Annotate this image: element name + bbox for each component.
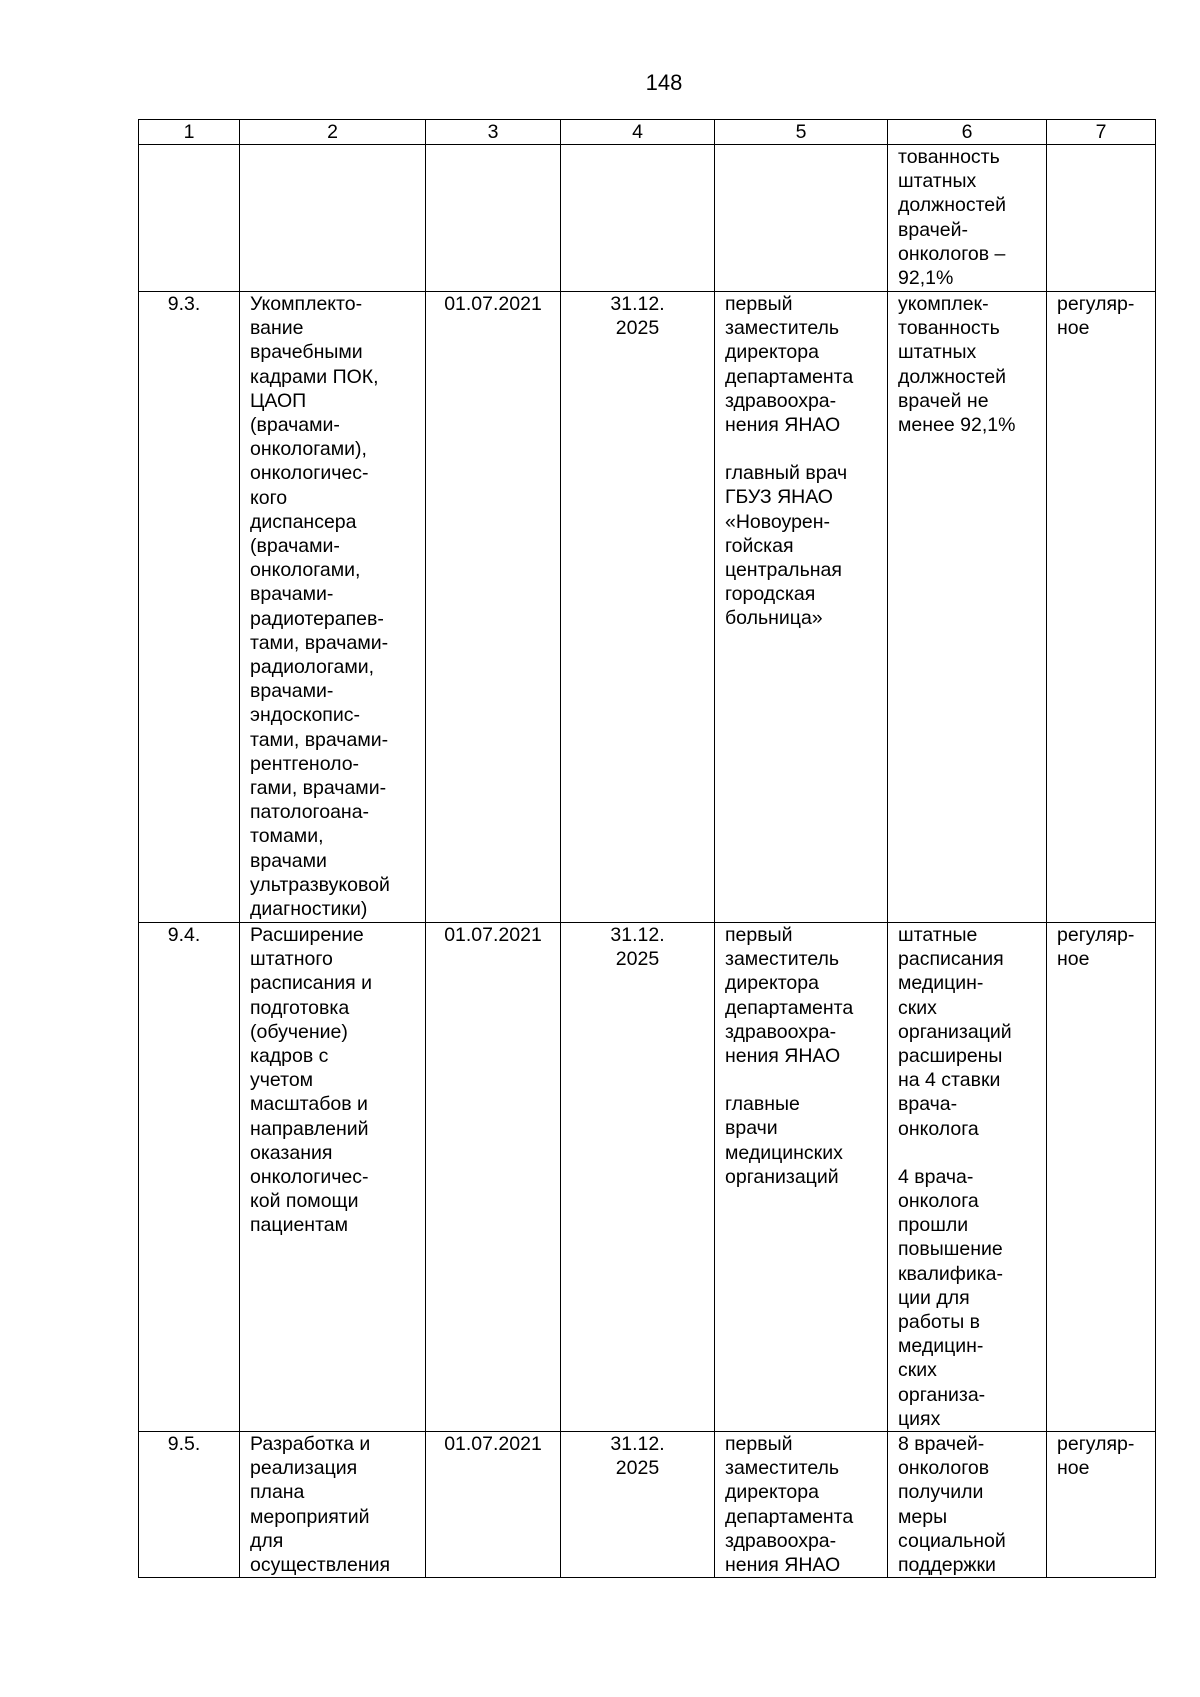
cell-responsible	[715, 1432, 888, 1578]
text-line: ультразвуковой	[250, 873, 390, 896]
text-line: (врачами-	[250, 414, 340, 437]
text-line: гойская	[725, 534, 794, 557]
text-line: «Новоурен-	[725, 510, 831, 533]
text-line: 31.12.	[610, 924, 665, 946]
text-line: должностей	[898, 365, 1007, 388]
text-line: медицин-	[898, 1335, 984, 1358]
cell-responsible	[715, 145, 888, 292]
text-line: 8 врачей-	[898, 1433, 985, 1456]
table-row-continuation	[139, 145, 1156, 292]
text-line: поддержки	[898, 1554, 996, 1577]
text-line: главный врач	[725, 462, 848, 485]
text-line: повышение	[898, 1238, 1003, 1261]
cell-start: 01.07.2021	[426, 923, 561, 1432]
text-line: 92,1%	[898, 267, 954, 290]
text-line: тами, врачами-	[250, 728, 389, 751]
text-line: для	[250, 1529, 284, 1552]
text-line: врачи	[725, 1117, 778, 1140]
text-line: патологоана-	[250, 801, 370, 824]
text-line: врачей не	[898, 389, 989, 412]
text-line: диагностики)	[250, 898, 368, 921]
text-line: рентгеноло-	[250, 752, 360, 775]
cell-num: 9.3.	[139, 292, 240, 923]
text-line: направлений	[250, 1117, 369, 1140]
table-row-9-4	[139, 923, 1156, 1432]
text-line: Разработка и	[250, 1433, 371, 1456]
column-header-6: 6	[888, 120, 1047, 145]
column-header-1: 1	[139, 120, 240, 145]
text-line: здравоохра-	[725, 1529, 837, 1552]
text-line: здравоохра-	[725, 389, 837, 412]
paragraph-gap	[725, 1068, 877, 1092]
text-line: масштабов и	[250, 1093, 368, 1116]
cell-num: 9.4.	[139, 923, 240, 1432]
text-line: томами,	[250, 825, 324, 848]
text-line: подготовка	[250, 996, 350, 1019]
cell-event	[240, 923, 426, 1432]
text-line: 2025	[615, 948, 660, 971]
text-line: онкологами,	[250, 559, 361, 582]
text-line: (врачами-	[250, 535, 340, 558]
text-line: ских	[898, 1359, 937, 1382]
text-line: первый	[725, 293, 793, 315]
text-line: онкологичес-	[250, 1166, 369, 1189]
text-line: регуляр-	[1057, 924, 1135, 946]
text-line: онкологов –	[898, 242, 1006, 265]
text-line: кадрами ПОК,	[250, 365, 379, 388]
text-line: пациентам	[250, 1214, 349, 1237]
text-line: тованность	[898, 317, 1000, 340]
text-line: медицин-	[898, 972, 984, 995]
text-line: медицинских	[725, 1141, 843, 1164]
cell-type	[1047, 1432, 1156, 1578]
cell-result	[888, 292, 1047, 923]
text-line: онколога	[898, 1190, 979, 1213]
text-line: врачебными	[250, 341, 363, 364]
text-line: радиологами,	[250, 656, 375, 679]
cell-event	[240, 292, 426, 923]
cell-result	[888, 923, 1047, 1432]
column-header-3: 3	[426, 120, 561, 145]
text-line: 2025	[615, 1457, 660, 1480]
text-line: онкологов	[898, 1457, 990, 1480]
text-line: реализация	[250, 1457, 358, 1480]
cell-type	[1047, 292, 1156, 923]
text-line: 4 врача-	[898, 1165, 974, 1188]
text-line: меры	[898, 1505, 948, 1528]
text-line: ции для	[898, 1286, 970, 1309]
column-header-7: 7	[1047, 120, 1156, 145]
text-line: оказания	[250, 1141, 333, 1164]
cell-result	[888, 1432, 1047, 1578]
text-line: должностей	[898, 194, 1007, 217]
text-line: организаций	[725, 1165, 839, 1188]
text-line: нения ЯНАО	[725, 1554, 841, 1577]
text-line: врачами	[250, 849, 327, 872]
text-line: вание	[250, 317, 304, 340]
text-line: ное	[1057, 317, 1090, 340]
cell-responsible	[715, 292, 888, 923]
text-line: больница»	[725, 607, 823, 630]
text-line: тованность	[898, 146, 1000, 168]
text-line: (обучение)	[250, 1020, 348, 1043]
text-line: нения ЯНАО	[725, 1045, 841, 1068]
cell-type	[1047, 145, 1156, 292]
text-line: диспансера	[250, 510, 357, 533]
text-line: первый	[725, 924, 793, 946]
text-line: расширены	[898, 1045, 1003, 1068]
text-line: квалифика-	[898, 1262, 1004, 1285]
cell-num: 9.5.	[139, 1432, 240, 1578]
text-line: 31.12.	[610, 293, 665, 315]
text-line: радиотерапев-	[250, 607, 384, 630]
text-line: расписания и	[250, 972, 373, 995]
text-line: директора	[725, 341, 819, 364]
text-line: прошли	[898, 1214, 969, 1237]
text-line: кадров с	[250, 1045, 329, 1068]
cell-start: 01.07.2021	[426, 1432, 561, 1578]
text-line: учетом	[250, 1069, 314, 1092]
text-line: ЦАОП	[250, 389, 307, 412]
text-line: Расширение	[250, 924, 364, 946]
text-line: укомплек-	[898, 293, 989, 315]
text-line: здравоохра-	[725, 1020, 837, 1043]
table-row-9-5	[139, 1432, 1156, 1578]
text-line: кого	[250, 486, 288, 509]
cell-event	[240, 145, 426, 292]
text-line: ное	[1057, 948, 1090, 971]
page-number: 148	[645, 70, 683, 95]
text-line: на 4 ставки	[898, 1069, 1001, 1092]
text-line: осуществления	[250, 1554, 391, 1577]
cell-end	[561, 923, 715, 1432]
text-line: социальной	[898, 1529, 1006, 1552]
cell-type	[1047, 923, 1156, 1432]
text-line: заместитель	[725, 317, 840, 340]
text-line: штатные	[898, 924, 978, 946]
text-line: департамента	[725, 1505, 854, 1528]
text-line: менее 92,1%	[898, 414, 1016, 437]
table-row-9-3	[139, 292, 1156, 923]
text-line: расписания	[898, 948, 1004, 971]
text-line: ГБУЗ ЯНАО	[725, 486, 833, 509]
text-line: врача-	[898, 1093, 958, 1116]
text-line: плана	[250, 1481, 305, 1504]
text-line: врачами-	[250, 680, 334, 703]
plan-table	[138, 119, 1156, 1578]
text-line: первый	[725, 1433, 793, 1456]
text-line: тами, врачами-	[250, 631, 389, 654]
cell-responsible	[715, 923, 888, 1432]
text-line: главные	[725, 1093, 800, 1116]
text-line: мероприятий	[250, 1505, 370, 1528]
paragraph-gap	[725, 437, 877, 461]
column-header-2: 2	[240, 120, 426, 145]
cell-start	[426, 145, 561, 292]
text-line: штатных	[898, 170, 977, 193]
column-header-4: 4	[561, 120, 715, 145]
text-line: департамента	[725, 996, 854, 1019]
text-line: заместитель	[725, 1457, 840, 1480]
text-line: циях	[898, 1407, 941, 1430]
text-line: Укомплекто-	[250, 293, 363, 315]
text-line: врачей-	[898, 218, 969, 241]
text-line: городская	[725, 583, 816, 606]
text-line: директора	[725, 972, 819, 995]
paragraph-gap	[898, 1141, 1036, 1165]
text-line: заместитель	[725, 948, 840, 971]
cell-result	[888, 145, 1047, 292]
text-line: врачами-	[250, 583, 334, 606]
text-line: регуляр-	[1057, 293, 1135, 315]
text-line: ное	[1057, 1457, 1090, 1480]
cell-end	[561, 145, 715, 292]
column-header-5: 5	[715, 120, 888, 145]
cell-event	[240, 1432, 426, 1578]
text-line: департамента	[725, 365, 854, 388]
cell-start: 01.07.2021	[426, 292, 561, 923]
text-line: эндоскопис-	[250, 704, 360, 727]
text-line: гами, врачами-	[250, 777, 387, 800]
cell-end	[561, 292, 715, 923]
text-line: онкологичес-	[250, 462, 369, 485]
text-line: центральная	[725, 559, 842, 582]
cell-end	[561, 1432, 715, 1578]
text-line: получили	[898, 1481, 984, 1504]
text-line: кой помощи	[250, 1190, 359, 1213]
header-row	[139, 120, 1156, 145]
text-line: штатного	[250, 948, 333, 971]
text-line: работы в	[898, 1311, 980, 1334]
text-line: штатных	[898, 341, 977, 364]
cell-num	[139, 145, 240, 292]
text-line: нения ЯНАО	[725, 414, 841, 437]
text-line: организа-	[898, 1383, 986, 1406]
text-line: организаций	[898, 1020, 1012, 1043]
text-line: ских	[898, 996, 937, 1019]
text-line: онколога	[898, 1117, 979, 1140]
text-line: 2025	[615, 317, 660, 340]
text-line: регуляр-	[1057, 1433, 1135, 1456]
text-line: директора	[725, 1481, 819, 1504]
text-line: онкологами),	[250, 438, 367, 461]
text-line: 31.12.	[610, 1433, 665, 1456]
